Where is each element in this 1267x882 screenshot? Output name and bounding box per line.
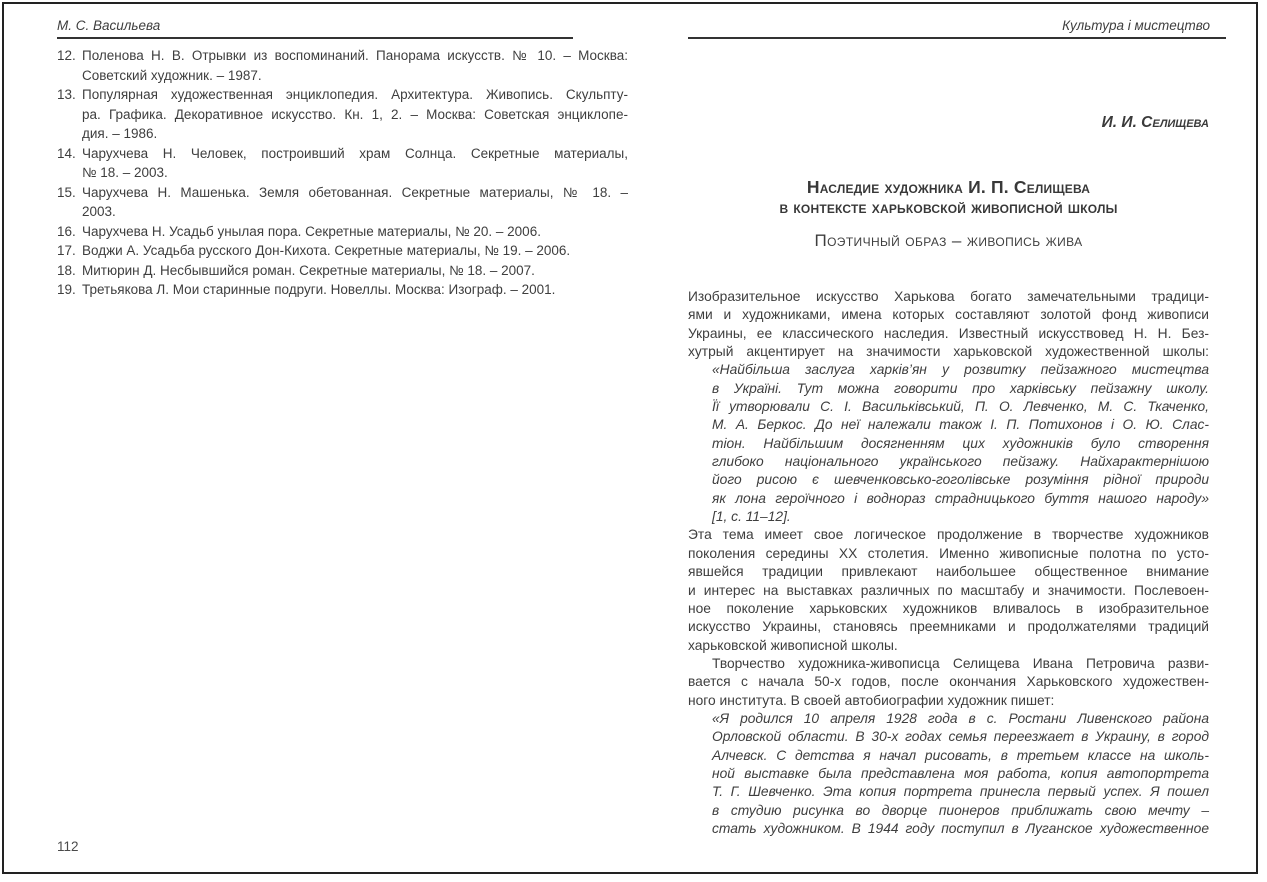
reference-number: 15. [57,184,76,200]
reference-text [82,261,628,281]
paragraph [688,526,1209,654]
text-line: Чарухчева Н. Усадьб унылая пора. Секретные материалы, № 20. – 2006. [82,223,541,239]
reference-text [82,144,628,183]
reference-number: 13. [57,87,76,102]
left-running-head-text: М. С. Васильева [57,18,161,33]
text-line: Творчество художника-живописца Селищева Ивана Петровича разви- [712,655,1209,671]
page-number: 112 [57,839,79,854]
text-line: Поленова Н. В. Отрывки из воспоминаний. Панорама искусств. № 10. – Москва: [82,48,628,63]
reference-item [57,280,628,300]
text-line: № 18. – 2003. [82,165,168,180]
reference-number: 17. [57,243,76,258]
reference-number: 18. [57,262,76,278]
text-line: Орловской области. В 30-х годах семья переезжает в Украину, в город [712,729,1209,745]
text-line: «Найбільша заслуга харків’ян у розвитку пейзажного мистецтва [712,362,1209,378]
text-line: Советский художник. – 1987. [82,67,262,83]
reference-text [82,241,628,261]
reference-item [57,183,628,222]
text-line: Воджи А. Усадьба русского Дон-Кихота. Секретные материалы, № 19. – 2006. [82,243,571,258]
reference-item [57,222,628,242]
paragraph [688,288,1209,361]
text-line: Митюрин Д. Несбывшийся роман. Секретные материалы, № 18. – 2007. [82,262,535,278]
block-quote [688,710,1209,838]
text-line: и интерес на выставках различных по масштабу и значимости. Послевоен- [688,582,1209,598]
paragraph [688,655,1209,710]
text-line: Алчевск. С детства я начал рисовать, в третьем классе на школь- [712,747,1209,763]
text-line: Чарухчева Н. Машенька. Земля обетованная. Секретные материалы, № 18. – [82,184,628,200]
text-line: ра. Графика. Декоративное искусство. Кн. 1, 2. – Москва: Советская энциклопе- [82,106,628,122]
reference-number: 14. [57,145,76,161]
right-running-head-text: Культура і мистецтво [1062,18,1210,33]
text-line: Украины, ее классического наследия. Известный искусствовед Н. Н. Без- [688,325,1209,341]
text-line: Популярная художественная энциклопедия. Архитектура. Живопись. Скульпту- [82,87,628,102]
text-line: в студию рисунка во дворце пионеров приближать свою мечту – [712,802,1209,818]
right-running-head [688,16,1226,39]
reference-item [57,85,628,144]
text-line: М. А. Беркос. До неї належали також І. П. Потихонов і О. Ю. Слас- [712,417,1209,433]
text-line: поколения середины ХХ столетия. Именно живописные полотна по усто- [688,545,1209,561]
text-line: «Я родился 10 апреля 1928 года в с. Ростани Ливенского района [712,710,1209,726]
text-line: стать художником. В 1944 году поступил в Луганское художественное [712,820,1209,836]
right-page [688,16,1209,838]
block-quote [688,361,1209,526]
text-line: його рисою є шевченковсько-гоголівське розуміння рідної природи [712,472,1209,488]
article-title [688,177,1209,217]
reference-text [82,85,628,144]
reference-text [82,280,628,300]
text-line: явшейся традиции привлекают наибольшее общественное внимание [688,564,1209,580]
left-page [57,16,628,300]
text-line: Т. Г. Шевченко. Эта копия портрета принесла первый успех. Я пошел [712,784,1209,800]
reference-text [82,183,628,222]
article-title-line2: в контексте харьковской живописной школы [779,197,1118,217]
article-body [688,288,1209,838]
text-line: харьковской живописной школы. [688,637,898,653]
text-line: Її утворювали С. І. Васильківський, П. О. Левченко, М. С. Ткаченко, [712,399,1209,415]
text-line: Третьякова Л. Мои старинные подруги. Новеллы. Москва: Изограф. – 2001. [82,282,556,297]
article-title-line1: Наследие художника И. П. Селищева [806,177,1091,197]
left-running-head [57,16,573,39]
reference-item [57,261,628,281]
text-line: 2003. [82,204,116,219]
text-line: [1, с. 11–12]. [712,509,791,525]
text-line: глибоко національного українського пейзажу. Найхарактернішою [712,454,1209,470]
text-line: як лона героїчного і воднораз страдницького буття нашого народу» [712,490,1209,506]
text-line: ное поколение харьковских художников вливалось в изобразительное [688,600,1209,616]
text-line: ями и художниками, имена которых составляют золотой фонд живописи [688,307,1209,323]
reference-number: 19. [57,282,76,297]
text-line: тіон. Найбільшим досягненням цих художників було створення [712,435,1209,451]
text-line: Изобразительное искусство Харькова богато замечательными традици- [688,289,1209,304]
text-line: хутрый акцентирует на значимости харьковской художественной школы: [688,344,1209,360]
reference-number: 12. [57,48,76,63]
reference-text [82,46,628,85]
reference-number: 16. [57,223,76,239]
article-subtitle: Поэтичный образ – живопись жива [814,231,1083,250]
text-line: вается с начала 50-х годов, после окончания Харьковского художествен- [688,674,1209,690]
text-line: ного института. В своей автобиографии художник пишет: [688,692,1055,708]
text-line: искусство Украины, становясь преемниками и продолжателями традиций [688,619,1209,635]
text-line: в Україні. Тут можна говорити про харківську пейзажну школу. [712,380,1209,396]
reference-item [57,144,628,183]
references-list [57,46,628,300]
text-line: дия. – 1986. [82,126,158,141]
text-line: Эта тема имеет свое логическое продолжение в творчестве художников [688,527,1209,543]
text-line: Чарухчева Н. Человек, построивший храм Солнца. Секретные материалы, [82,145,628,161]
author-name: И. И. Селищева [1101,114,1209,131]
text-line: ной выставке была представлена моя работа, копия автопортрета [712,765,1209,781]
reference-text [82,222,628,242]
reference-item [57,46,628,85]
reference-item [57,241,628,261]
